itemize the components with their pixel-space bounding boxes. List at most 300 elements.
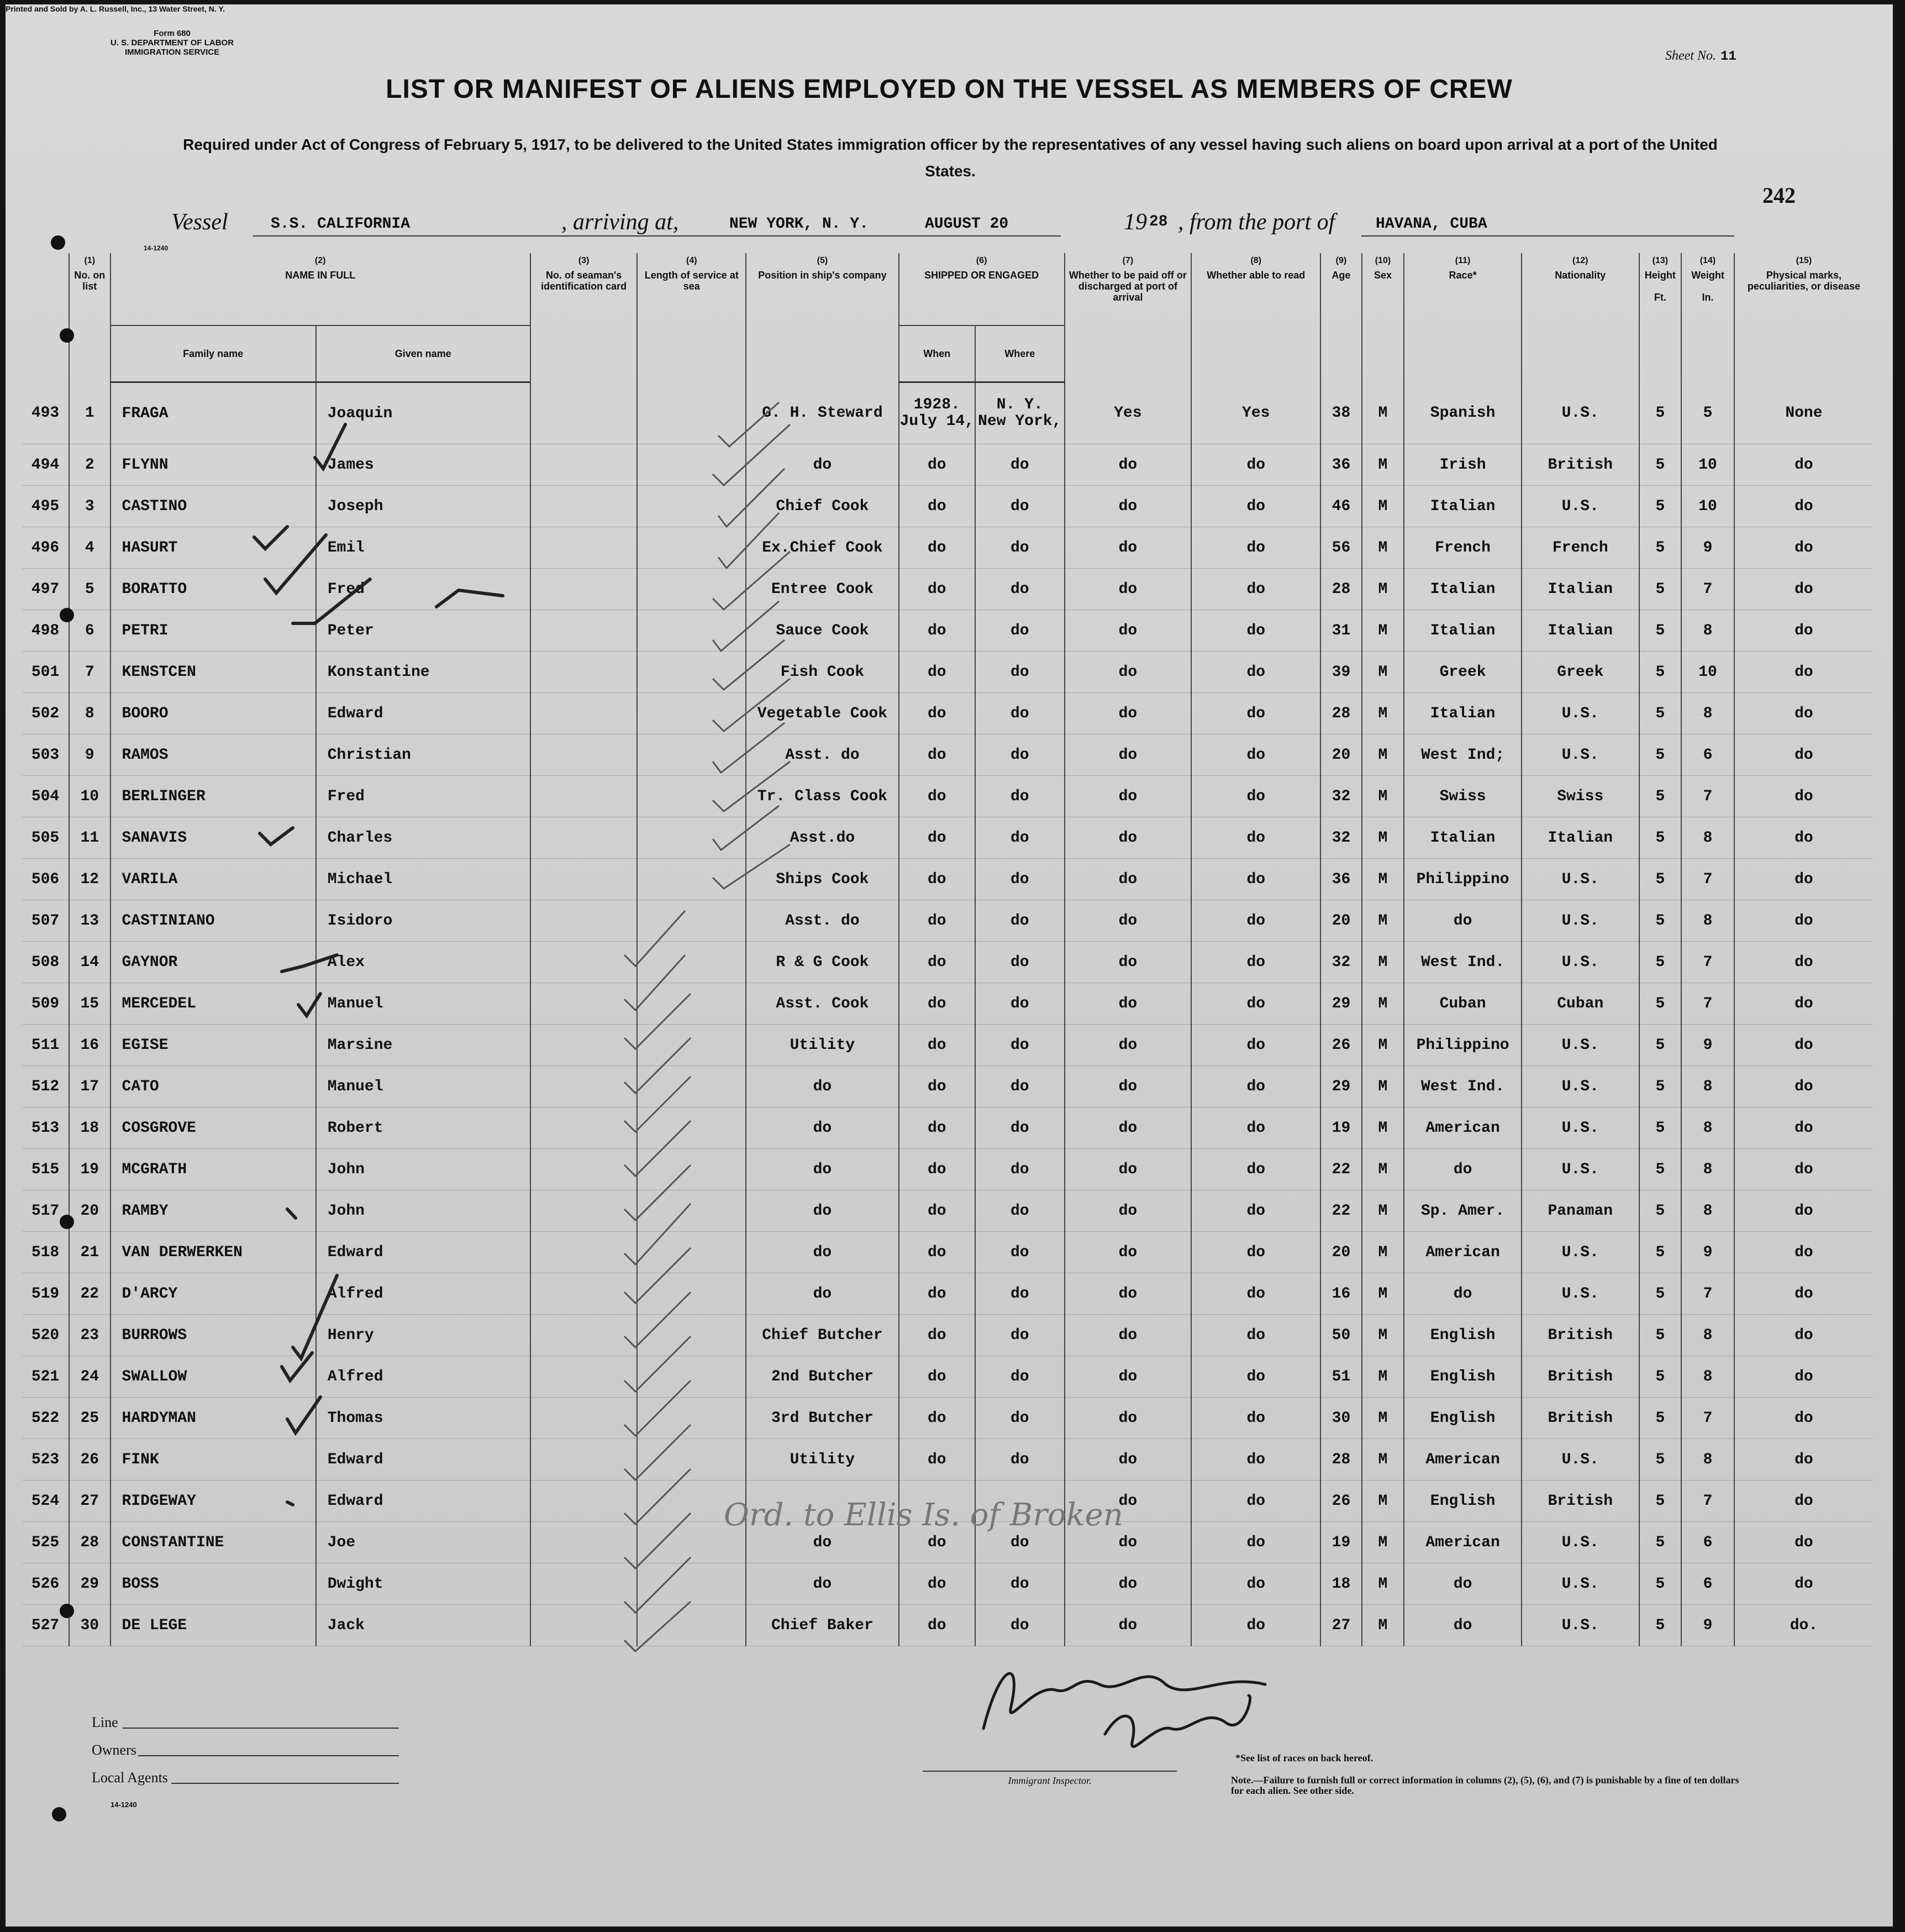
able-read-cell: do bbox=[1191, 1149, 1320, 1190]
given-name-cell: Konstantine bbox=[316, 652, 530, 693]
family-name-cell: RIDGEWAY bbox=[110, 1481, 316, 1522]
row-margin-number: 501 bbox=[22, 652, 69, 693]
physical-marks-cell: do bbox=[1734, 1315, 1873, 1356]
sex-cell: M bbox=[1362, 942, 1404, 983]
race-cell: do bbox=[1404, 1149, 1522, 1190]
position-cell: G. H. Steward bbox=[746, 382, 899, 444]
height-ft-cell: 5 bbox=[1639, 1563, 1682, 1605]
age-cell: 29 bbox=[1320, 1066, 1361, 1107]
able-read-cell: do bbox=[1191, 1481, 1320, 1522]
row-number: 19 bbox=[69, 1149, 110, 1190]
penalty-note: Note.—Failure to furnish full or correct information in columns (2), (5), (6), and (7) is punishable by a fine of ten dollars for each alien. See other side. bbox=[1231, 1775, 1739, 1796]
height-ft-cell: 5 bbox=[1639, 1356, 1682, 1398]
row-margin-number: 517 bbox=[22, 1190, 69, 1232]
age-cell: 18 bbox=[1320, 1563, 1361, 1605]
row-margin-number: 526 bbox=[22, 1563, 69, 1605]
sex-cell: M bbox=[1362, 610, 1404, 652]
age-cell: 19 bbox=[1320, 1522, 1361, 1563]
able-read-cell: do bbox=[1191, 859, 1320, 900]
able-read-cell: do bbox=[1191, 1315, 1320, 1356]
shipped-when-cell: do bbox=[899, 693, 975, 734]
sex-cell: M bbox=[1362, 444, 1404, 486]
position-cell: Asst. Cook bbox=[746, 983, 899, 1025]
physical-marks-cell: do bbox=[1734, 817, 1873, 859]
given-name-cell: Charles bbox=[316, 817, 530, 859]
footer-agents-label: Local Agents bbox=[92, 1770, 168, 1786]
sex-cell: M bbox=[1362, 1273, 1404, 1315]
row-margin-number: 504 bbox=[22, 776, 69, 817]
family-name-cell: HARDYMAN bbox=[110, 1398, 316, 1439]
handwriting-layer bbox=[6, 4, 1893, 1926]
able-read-cell: do bbox=[1191, 1605, 1320, 1646]
able-read-cell: do bbox=[1191, 942, 1320, 983]
shipped-where-cell: do bbox=[975, 1398, 1065, 1439]
height-ft-cell: 5 bbox=[1639, 444, 1682, 486]
row-number: 13 bbox=[69, 900, 110, 942]
row-number: 27 bbox=[69, 1481, 110, 1522]
row-number: 1 bbox=[69, 382, 110, 444]
race-cell: American bbox=[1404, 1107, 1522, 1149]
shipped-where-cell: do bbox=[975, 900, 1065, 942]
shipped-where-cell: do bbox=[975, 1315, 1065, 1356]
weight-in-cell: 8 bbox=[1681, 817, 1734, 859]
age-cell: 56 bbox=[1320, 527, 1361, 569]
physical-marks-cell: do bbox=[1734, 983, 1873, 1025]
height-ft-cell: 5 bbox=[1639, 1232, 1682, 1273]
race-cell: Spanish bbox=[1404, 382, 1522, 444]
position-cell: Tr. Class Cook bbox=[746, 776, 899, 817]
row-number: 9 bbox=[69, 734, 110, 776]
age-cell: 20 bbox=[1320, 900, 1361, 942]
paid-off-cell: do bbox=[1065, 486, 1192, 527]
shipped-when-cell: do bbox=[899, 1522, 975, 1563]
weight-in-cell: 9 bbox=[1681, 1605, 1734, 1646]
family-name-cell: GAYNOR bbox=[110, 942, 316, 983]
shipped-when-cell: do bbox=[899, 983, 975, 1025]
position-cell: do bbox=[746, 1522, 899, 1563]
age-cell: 31 bbox=[1320, 610, 1361, 652]
row-margin-number: 525 bbox=[22, 1522, 69, 1563]
row-number: 17 bbox=[69, 1066, 110, 1107]
physical-marks-cell: do. bbox=[1734, 1605, 1873, 1646]
row-number: 15 bbox=[69, 983, 110, 1025]
row-margin-number: 511 bbox=[22, 1025, 69, 1066]
nationality-cell: British bbox=[1522, 444, 1639, 486]
sex-cell: M bbox=[1362, 1481, 1404, 1522]
given-name-cell: Edward bbox=[316, 1481, 530, 1522]
given-name-cell: Joseph bbox=[316, 486, 530, 527]
given-name-cell: Isidoro bbox=[316, 900, 530, 942]
able-read-cell: do bbox=[1191, 1398, 1320, 1439]
nationality-cell: U.S. bbox=[1522, 1439, 1639, 1481]
row-number: 25 bbox=[69, 1398, 110, 1439]
race-cell: American bbox=[1404, 1232, 1522, 1273]
nationality-cell: U.S. bbox=[1522, 1107, 1639, 1149]
form-code-top: 14-1240 bbox=[144, 244, 169, 252]
able-read-cell: do bbox=[1191, 1190, 1320, 1232]
position-cell: do bbox=[746, 1273, 899, 1315]
shipped-when-cell: do bbox=[899, 1356, 975, 1398]
row-margin-number: 524 bbox=[22, 1481, 69, 1522]
position-cell: do bbox=[746, 444, 899, 486]
position-cell: Asst. do bbox=[746, 900, 899, 942]
shipped-when-cell: do bbox=[899, 1315, 975, 1356]
sex-cell: M bbox=[1362, 1232, 1404, 1273]
shipped-where-cell: do bbox=[975, 652, 1065, 693]
paid-off-cell: do bbox=[1065, 1107, 1192, 1149]
height-ft-cell: 5 bbox=[1639, 1398, 1682, 1439]
able-read-cell: do bbox=[1191, 776, 1320, 817]
family-name-cell: FINK bbox=[110, 1439, 316, 1481]
shipped-when-cell: do bbox=[899, 1149, 975, 1190]
shipped-where-cell: do bbox=[975, 486, 1065, 527]
row-margin-number: 520 bbox=[22, 1315, 69, 1356]
age-cell: 29 bbox=[1320, 983, 1361, 1025]
races-note: *See list of races on back hereof. bbox=[1235, 1752, 1374, 1763]
height-ft-cell: 5 bbox=[1639, 486, 1682, 527]
form-code-bottom: 14-1240 bbox=[110, 1800, 137, 1809]
race-cell: American bbox=[1404, 1522, 1522, 1563]
age-cell: 32 bbox=[1320, 817, 1361, 859]
physical-marks-cell: do bbox=[1734, 900, 1873, 942]
physical-marks-cell: do bbox=[1734, 859, 1873, 900]
sex-cell: M bbox=[1362, 382, 1404, 444]
paid-off-cell: do bbox=[1065, 693, 1192, 734]
document-subtitle: Required under Act of Congress of February 5, 1917, to be delivered to the United States immigration officer by the representatives of any vessel having such aliens on board upon arrival at a port of the United States. bbox=[183, 136, 1718, 180]
able-read-cell: do bbox=[1191, 1273, 1320, 1315]
shipped-when-cell: do bbox=[899, 1605, 975, 1646]
race-cell: American bbox=[1404, 1439, 1522, 1481]
position-cell: Asst.do bbox=[746, 817, 899, 859]
family-name-cell: CASTINIANO bbox=[110, 900, 316, 942]
able-read-cell: do bbox=[1191, 527, 1320, 569]
physical-marks-cell: do bbox=[1734, 527, 1873, 569]
able-read-cell: do bbox=[1191, 1522, 1320, 1563]
sex-cell: M bbox=[1362, 900, 1404, 942]
given-name-cell: James bbox=[316, 444, 530, 486]
able-read-cell: do bbox=[1191, 1439, 1320, 1481]
shipped-where-cell: do bbox=[975, 1066, 1065, 1107]
height-ft-cell: 5 bbox=[1639, 776, 1682, 817]
able-read-cell: do bbox=[1191, 900, 1320, 942]
weight-in-cell: 8 bbox=[1681, 1190, 1734, 1232]
physical-marks-cell: do bbox=[1734, 444, 1873, 486]
vessel-name: S.S. CALIFORNIA bbox=[271, 216, 411, 233]
col-able-read: (8) Whether able to read bbox=[1191, 253, 1320, 382]
row-number: 7 bbox=[69, 652, 110, 693]
height-ft-cell: 5 bbox=[1639, 983, 1682, 1025]
given-name-cell: Edward bbox=[316, 1232, 530, 1273]
sex-cell: M bbox=[1362, 1522, 1404, 1563]
sheet-number-value: 11 bbox=[1720, 49, 1736, 64]
nationality-cell: U.S. bbox=[1522, 486, 1639, 527]
age-cell: 26 bbox=[1320, 1481, 1361, 1522]
paid-off-cell: do bbox=[1065, 1315, 1192, 1356]
arriving-port: NEW YORK, N. Y. bbox=[729, 216, 869, 233]
col-no-on-list: (1) No. on list bbox=[69, 253, 110, 382]
shipped-when-cell: do bbox=[899, 942, 975, 983]
check-mark-icon bbox=[293, 1275, 337, 1358]
physical-marks-cell: None bbox=[1734, 382, 1873, 444]
height-ft-cell: 5 bbox=[1639, 734, 1682, 776]
shipped-year: 1928. bbox=[913, 396, 960, 413]
col-shipped-engaged: (6) SHIPPED OR ENGAGED bbox=[899, 253, 1065, 326]
sex-cell: M bbox=[1362, 1190, 1404, 1232]
given-name-cell: Manuel bbox=[316, 1066, 530, 1107]
physical-marks-cell: do bbox=[1734, 1356, 1873, 1398]
paid-off-cell: do bbox=[1065, 817, 1192, 859]
given-name-cell: John bbox=[316, 1190, 530, 1232]
family-name-cell: MCGRATH bbox=[110, 1149, 316, 1190]
weight-in-cell: 7 bbox=[1681, 859, 1734, 900]
shipped-where-cell: do bbox=[975, 1563, 1065, 1605]
physical-marks-cell: do bbox=[1734, 1481, 1873, 1522]
given-name-cell: Marsine bbox=[316, 1025, 530, 1066]
paid-off-cell: Yes bbox=[1065, 382, 1192, 444]
paid-off-cell: do bbox=[1065, 1563, 1192, 1605]
sex-cell: M bbox=[1362, 1398, 1404, 1439]
family-name-cell: BERLINGER bbox=[110, 776, 316, 817]
position-cell: Chief Butcher bbox=[746, 1315, 899, 1356]
physical-marks-cell: do bbox=[1734, 1232, 1873, 1273]
paid-off-cell: do bbox=[1065, 1232, 1192, 1273]
family-name-cell: FRAGA bbox=[110, 382, 316, 444]
row-margin-number: 507 bbox=[22, 900, 69, 942]
given-name-cell: Henry bbox=[316, 1315, 530, 1356]
position-cell: Utility bbox=[746, 1439, 899, 1481]
nationality-cell: U.S. bbox=[1522, 1149, 1639, 1190]
nationality-cell: Cuban bbox=[1522, 983, 1639, 1025]
physical-marks-cell: do bbox=[1734, 610, 1873, 652]
position-cell: do bbox=[746, 1107, 899, 1149]
row-number: 5 bbox=[69, 569, 110, 610]
nationality-cell: U.S. bbox=[1522, 382, 1639, 444]
physical-marks-cell: do bbox=[1734, 1522, 1873, 1563]
able-read-cell: do bbox=[1191, 652, 1320, 693]
row-margin-number: 508 bbox=[22, 942, 69, 983]
given-name-cell: John bbox=[316, 1149, 530, 1190]
paid-off-cell: do bbox=[1065, 1356, 1192, 1398]
physical-marks-cell: do bbox=[1734, 486, 1873, 527]
family-name-cell: CONSTANTINE bbox=[110, 1522, 316, 1563]
family-name-cell: EGISE bbox=[110, 1025, 316, 1066]
row-number: 28 bbox=[69, 1522, 110, 1563]
page-stamp-number: 242 bbox=[1762, 183, 1796, 208]
paid-off-cell: do bbox=[1065, 1522, 1192, 1563]
shipped-when-cell: do bbox=[899, 486, 975, 527]
nationality-cell: British bbox=[1522, 1315, 1639, 1356]
position-cell: Chief Baker bbox=[746, 1605, 899, 1646]
shipped-where-cell: do bbox=[975, 1439, 1065, 1481]
age-cell: 30 bbox=[1320, 1398, 1361, 1439]
nationality-cell: U.S. bbox=[1522, 942, 1639, 983]
weight-in-cell: 6 bbox=[1681, 734, 1734, 776]
race-cell: Greek bbox=[1404, 652, 1522, 693]
family-name-cell: BOORO bbox=[110, 693, 316, 734]
shipped-when-cell: do bbox=[899, 1273, 975, 1315]
check-mark-icon bbox=[436, 590, 503, 607]
row-margin-number: 521 bbox=[22, 1356, 69, 1398]
col-where: Where bbox=[975, 326, 1065, 382]
form-number: Form 680 bbox=[154, 29, 191, 38]
nationality-cell: U.S. bbox=[1522, 900, 1639, 942]
sex-cell: M bbox=[1362, 1066, 1404, 1107]
shipped-when-cell: do bbox=[899, 610, 975, 652]
height-ft-cell: 5 bbox=[1639, 1149, 1682, 1190]
position-cell: do bbox=[746, 1149, 899, 1190]
race-cell: Sp. Amer. bbox=[1404, 1190, 1522, 1232]
row-number: 10 bbox=[69, 776, 110, 817]
position-cell: Chief Cook bbox=[746, 486, 899, 527]
paid-off-cell: do bbox=[1065, 444, 1192, 486]
pencil-checks bbox=[624, 402, 790, 1651]
height-ft-cell: 5 bbox=[1639, 1025, 1682, 1066]
shipped-when-cell: do bbox=[899, 444, 975, 486]
able-read-cell: do bbox=[1191, 1563, 1320, 1605]
physical-marks-cell: do bbox=[1734, 1025, 1873, 1066]
shipped-when-cell: do bbox=[899, 1232, 975, 1273]
shipped-when-cell: do bbox=[899, 859, 975, 900]
sex-cell: M bbox=[1362, 817, 1404, 859]
paid-off-cell: do bbox=[1065, 1066, 1192, 1107]
age-cell: 28 bbox=[1320, 569, 1361, 610]
shipped-where-cell: do bbox=[975, 1273, 1065, 1315]
weight-in-cell: 8 bbox=[1681, 1107, 1734, 1149]
shipped-where-cell: do bbox=[975, 1605, 1065, 1646]
shipped-when-cell: do bbox=[899, 1398, 975, 1439]
age-cell: 28 bbox=[1320, 693, 1361, 734]
nationality-cell: Italian bbox=[1522, 610, 1639, 652]
weight-in-cell: 9 bbox=[1681, 1232, 1734, 1273]
family-name-cell: CASTINO bbox=[110, 486, 316, 527]
row-number: 21 bbox=[69, 1232, 110, 1273]
sex-cell: M bbox=[1362, 1563, 1404, 1605]
weight-in-cell: 7 bbox=[1681, 1481, 1734, 1522]
shipped-when-cell: do bbox=[899, 734, 975, 776]
shipped-when-cell: do bbox=[899, 652, 975, 693]
shipped-when-cell: do bbox=[899, 900, 975, 942]
shipped-where-cell: do bbox=[975, 1232, 1065, 1273]
row-margin-number: 513 bbox=[22, 1107, 69, 1149]
manifest-sheet bbox=[6, 4, 1893, 1926]
height-ft-cell: 5 bbox=[1639, 382, 1682, 444]
race-cell: English bbox=[1404, 1481, 1522, 1522]
paid-off-cell: do bbox=[1065, 1273, 1192, 1315]
position-cell: Fish Cook bbox=[746, 652, 899, 693]
family-name-cell: DE LEGE bbox=[110, 1605, 316, 1646]
shipped-when-cell: do bbox=[899, 1190, 975, 1232]
able-read-cell: do bbox=[1191, 1356, 1320, 1398]
sex-cell: M bbox=[1362, 1107, 1404, 1149]
able-read-cell: do bbox=[1191, 610, 1320, 652]
race-cell: Swiss bbox=[1404, 776, 1522, 817]
row-margin-number: 502 bbox=[22, 693, 69, 734]
row-margin-number: 515 bbox=[22, 1149, 69, 1190]
age-cell: 46 bbox=[1320, 486, 1361, 527]
weight-in-cell: 8 bbox=[1681, 1149, 1734, 1190]
height-ft-cell: 5 bbox=[1639, 693, 1682, 734]
height-ft-cell: 5 bbox=[1639, 1190, 1682, 1232]
nationality-cell: British bbox=[1522, 1481, 1639, 1522]
shipped-where-cell: do bbox=[975, 734, 1065, 776]
sex-cell: M bbox=[1362, 859, 1404, 900]
weight-in-cell: 10 bbox=[1681, 652, 1734, 693]
col-age: (9) Age bbox=[1320, 253, 1361, 382]
weight-in-cell: 6 bbox=[1681, 1563, 1734, 1605]
family-name-cell: COSGROVE bbox=[110, 1107, 316, 1149]
race-cell: Italian bbox=[1404, 693, 1522, 734]
physical-marks-cell: do bbox=[1734, 1439, 1873, 1481]
check-mark-icon bbox=[282, 1353, 312, 1380]
row-margin-number: 493 bbox=[22, 382, 69, 444]
row-margin-number: 522 bbox=[22, 1398, 69, 1439]
shipped-where-cell: do bbox=[975, 444, 1065, 486]
shipped-where-cell: do bbox=[975, 527, 1065, 569]
physical-marks-cell: do bbox=[1734, 1398, 1873, 1439]
weight-in-cell: 9 bbox=[1681, 527, 1734, 569]
inspector-signature bbox=[983, 1673, 1265, 1746]
shipped-when-cell: do bbox=[899, 1439, 975, 1481]
row-number: 8 bbox=[69, 693, 110, 734]
shipped-where-cell: do bbox=[975, 776, 1065, 817]
check-mark-icon bbox=[287, 1502, 293, 1505]
sheet-number-label: Sheet No. bbox=[1665, 49, 1716, 63]
family-name-cell: BURROWS bbox=[110, 1315, 316, 1356]
position-cell: Utility bbox=[746, 1025, 899, 1066]
age-cell: 39 bbox=[1320, 652, 1361, 693]
position-cell: do bbox=[746, 1066, 899, 1107]
check-marks bbox=[254, 424, 503, 1505]
department-name: U. S. DEPARTMENT OF LABOR bbox=[110, 38, 234, 48]
race-cell: Italian bbox=[1404, 817, 1522, 859]
position-cell: R & G Cook bbox=[746, 942, 899, 983]
paid-off-cell: do bbox=[1065, 942, 1192, 983]
year-suffix: 28 bbox=[1149, 213, 1168, 230]
row-number: 11 bbox=[69, 817, 110, 859]
sex-cell: M bbox=[1362, 569, 1404, 610]
shipped-when-cell: do bbox=[899, 1066, 975, 1107]
given-name-cell: Manuel bbox=[316, 983, 530, 1025]
given-name-cell: Michael bbox=[316, 859, 530, 900]
shipped-state: N. Y. bbox=[996, 396, 1043, 413]
given-name-cell: Peter bbox=[316, 610, 530, 652]
family-name-cell: MERCEDEL bbox=[110, 983, 316, 1025]
height-ft-cell: 5 bbox=[1639, 610, 1682, 652]
given-name-cell: Fred bbox=[316, 776, 530, 817]
shipped-where-cell: do bbox=[975, 1190, 1065, 1232]
able-read-cell: do bbox=[1191, 1107, 1320, 1149]
race-cell: Cuban bbox=[1404, 983, 1522, 1025]
check-mark-icon bbox=[287, 1397, 320, 1433]
weight-in-cell: 7 bbox=[1681, 776, 1734, 817]
able-read-cell: do bbox=[1191, 734, 1320, 776]
shipped-where-cell: do bbox=[975, 1107, 1065, 1149]
able-read-cell: do bbox=[1191, 983, 1320, 1025]
family-name-cell: VARILA bbox=[110, 859, 316, 900]
col-race: (11) Race* bbox=[1404, 253, 1522, 382]
paid-off-cell: do bbox=[1065, 734, 1192, 776]
shipped-when-cell: do bbox=[899, 1563, 975, 1605]
shipped-where-cell: do bbox=[975, 1522, 1065, 1563]
position-cell: do bbox=[746, 1232, 899, 1273]
weight-in-cell: 7 bbox=[1681, 983, 1734, 1025]
col-paid-off: (7) Whether to be paid off or discharged at port of arrival bbox=[1065, 253, 1192, 382]
race-cell: do bbox=[1404, 1563, 1522, 1605]
paid-off-cell: do bbox=[1065, 1439, 1192, 1481]
row-number: 3 bbox=[69, 486, 110, 527]
able-read-cell: do bbox=[1191, 1066, 1320, 1107]
row-margin-number: 497 bbox=[22, 569, 69, 610]
